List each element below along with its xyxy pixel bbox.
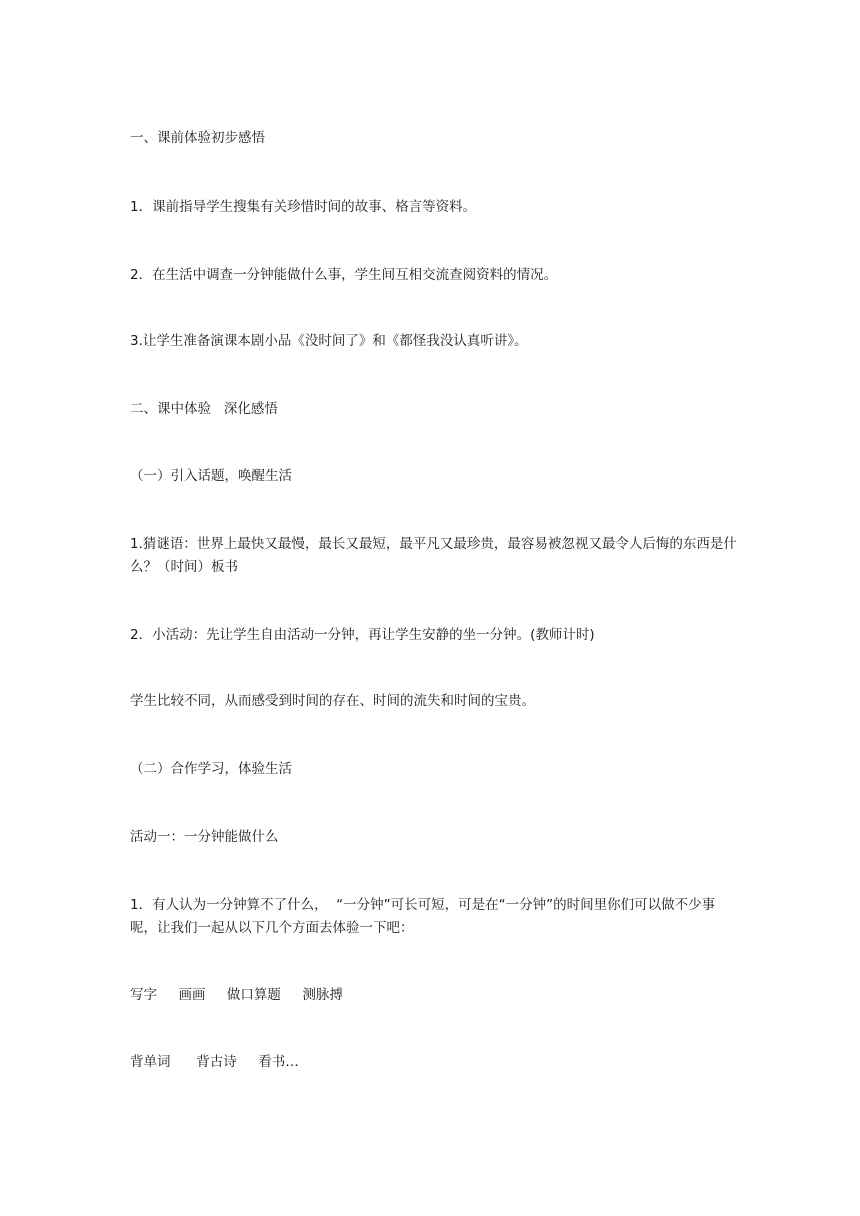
paragraph-activity: 2．小活动：先让学生自由活动一分钟，再让学生安静的坐一分钟。(教师计时) bbox=[130, 627, 595, 643]
activity-list-2: 背单词 背古诗 看书… bbox=[130, 1054, 299, 1070]
section-heading-1: 一、课前体验初步感悟 bbox=[130, 130, 265, 146]
section-heading-2: 二、课中体验 深化感悟 bbox=[130, 401, 278, 417]
paragraph-one-minute: 1．有人认为一分钟算不了什么， “一分钟”可长可短，可是在“一分钟”的时间里你们可以做不少事呢，让我们一起从以下几个方面去体验一下吧： bbox=[130, 897, 716, 936]
paragraph-riddle: 1.猜谜语：世界上最快又最慢，最长又最短，最平凡又最珍贵，最容易被忽视又最令人后悔的东西是什么？（时间）板书 bbox=[130, 536, 737, 575]
activity-heading: 活动一：一分钟能做什么 bbox=[130, 829, 279, 845]
paragraph-compare: 学生比较不同，从而感受到时间的存在、时间的流失和时间的宝贵。 bbox=[130, 693, 535, 709]
activity-list-1: 写字 画画 做口算题 测脉搏 bbox=[130, 987, 343, 1003]
subsection-heading-1: （一）引入话题，唤醒生活 bbox=[130, 468, 292, 484]
subsection-heading-2: （二）合作学习，体验生活 bbox=[130, 761, 292, 777]
paragraph-2: 2．在生活中调查一分钟能做什么事，学生间互相交流查阅资料的情况。 bbox=[130, 267, 558, 283]
paragraph-1: 1．课前指导学生搜集有关珍惜时间的故事、格言等资料。 bbox=[130, 199, 477, 215]
paragraph-3: 3.让学生准备演课本剧小品《没时间了》和《都怪我没认真听讲》。 bbox=[130, 333, 528, 349]
